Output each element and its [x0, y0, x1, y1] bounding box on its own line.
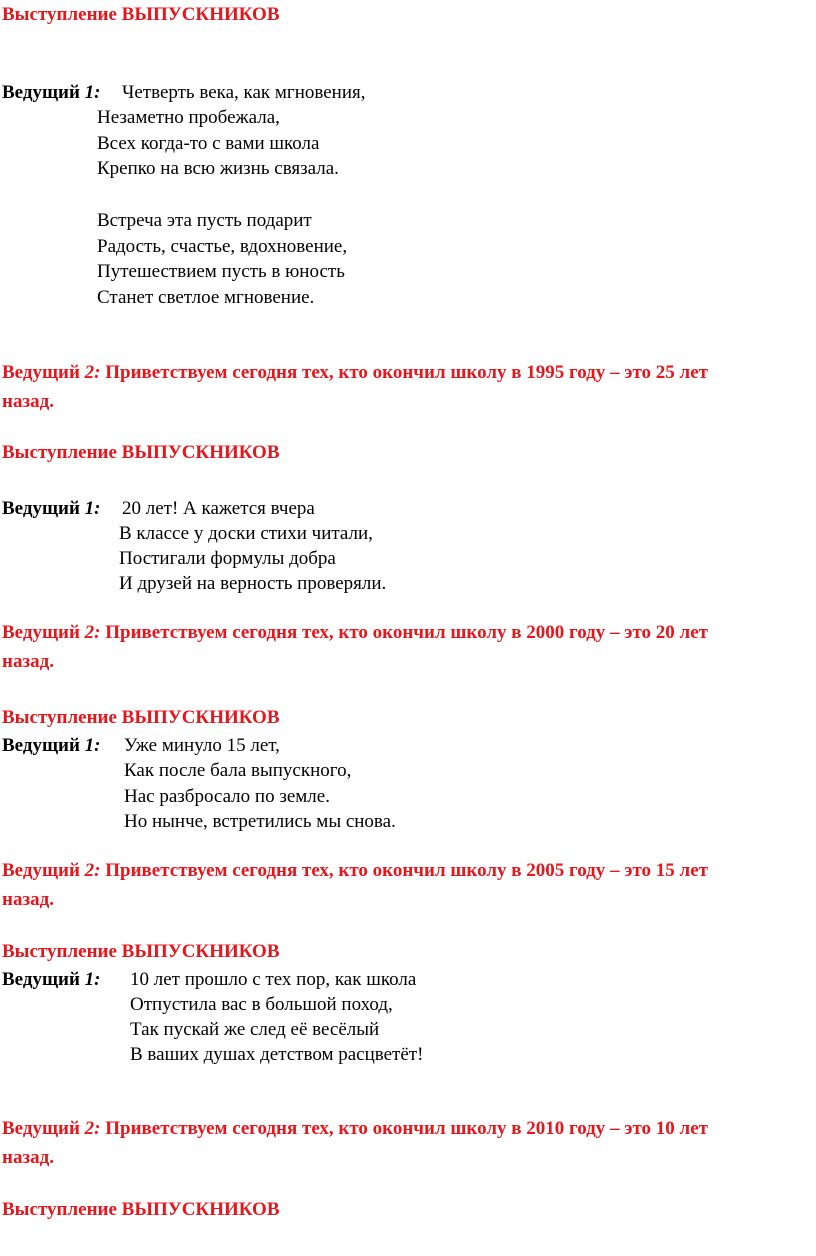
verse-line: Станет светлое мгновение. [97, 287, 315, 308]
verse-line: 10 лет прошло с тех пор, как школа [130, 969, 417, 990]
performance-heading: Выступление ВЫПУСКНИКОВ [2, 442, 280, 463]
verse-line: И друзей на верность проверяли. [119, 573, 387, 594]
host2-number: 2: [84, 362, 101, 383]
verse-line: Незаметно пробежала, [97, 107, 280, 128]
host2-label: Ведущий [2, 860, 80, 881]
verse-line: Радость, счастье, вдохновение, [97, 236, 348, 257]
verse-line: Крепко на всю жизнь связала. [97, 158, 339, 179]
performance-heading: Выступление ВЫПУСКНИКОВ [2, 1199, 280, 1220]
verse-line: Но нынче, встретились мы снова. [124, 811, 396, 832]
host1-number: 1: [84, 735, 101, 756]
host1-line [2, 968, 100, 992]
verse-line: Нас разбросало по земле. [124, 786, 330, 807]
verse-line: Четверть века, как мгновения, [122, 82, 366, 103]
verse-line: Как после бала выпускного, [124, 760, 352, 781]
greeting-text: Приветствуем сегодня тех, кто окончил школу в 2010 году – это 10 лет [105, 1118, 708, 1139]
verse-line: 20 лет! А кажется вчера [122, 498, 315, 519]
host2-label: Ведущий [2, 622, 80, 643]
greeting-text-cont: назад. [2, 391, 54, 412]
performance-heading: Выступление ВЫПУСКНИКОВ [2, 4, 280, 25]
host1-number: 1: [84, 82, 101, 103]
greeting-text: Приветствуем сегодня тех, кто окончил школу в 1995 году – это 25 лет [105, 362, 708, 383]
verse-line: В классе у доски стихи читали, [119, 523, 373, 544]
host1-number: 1: [84, 969, 101, 990]
verse-line: Постигали формулы добра [119, 548, 336, 569]
host2-greeting [2, 859, 708, 883]
host2-number: 2: [84, 860, 101, 881]
host2-number: 2: [84, 1118, 101, 1139]
verse-line: Отпустила вас в большой поход, [130, 994, 393, 1015]
host2-greeting [2, 621, 708, 645]
host1-label: Ведущий [2, 735, 80, 756]
verse-line: Путешествием пусть в юность [97, 261, 345, 282]
performance-heading: Выступление ВЫПУСКНИКОВ [2, 941, 280, 962]
verse-line: Всех когда-то с вами школа [97, 133, 320, 154]
host1-line [2, 497, 100, 521]
host2-greeting [2, 361, 708, 385]
host1-line [2, 734, 100, 758]
verse-line: Встреча эта пусть подарит [97, 210, 312, 231]
verse-line: В ваших душах детством расцветёт! [130, 1044, 424, 1065]
host2-label: Ведущий [2, 362, 80, 383]
host2-number: 2: [84, 622, 101, 643]
host1-label: Ведущий [2, 969, 80, 990]
host1-label: Ведущий [2, 498, 80, 519]
host2-label: Ведущий [2, 1118, 80, 1139]
greeting-text: Приветствуем сегодня тех, кто окончил школу в 2005 году – это 15 лет [105, 860, 708, 881]
host2-greeting [2, 1117, 708, 1141]
host1-number: 1: [84, 498, 101, 519]
greeting-text-cont: назад. [2, 651, 54, 672]
performance-heading: Выступление ВЫПУСКНИКОВ [2, 707, 280, 728]
greeting-text: Приветствуем сегодня тех, кто окончил школу в 2000 году – это 20 лет [105, 622, 708, 643]
host1-label: Ведущий [2, 82, 80, 103]
greeting-text-cont: назад. [2, 889, 54, 910]
greeting-text-cont: назад. [2, 1147, 54, 1168]
verse-line: Так пускай же след её весёлый [130, 1019, 380, 1040]
verse-line: Уже минуло 15 лет, [124, 735, 280, 756]
host1-line [2, 81, 100, 105]
